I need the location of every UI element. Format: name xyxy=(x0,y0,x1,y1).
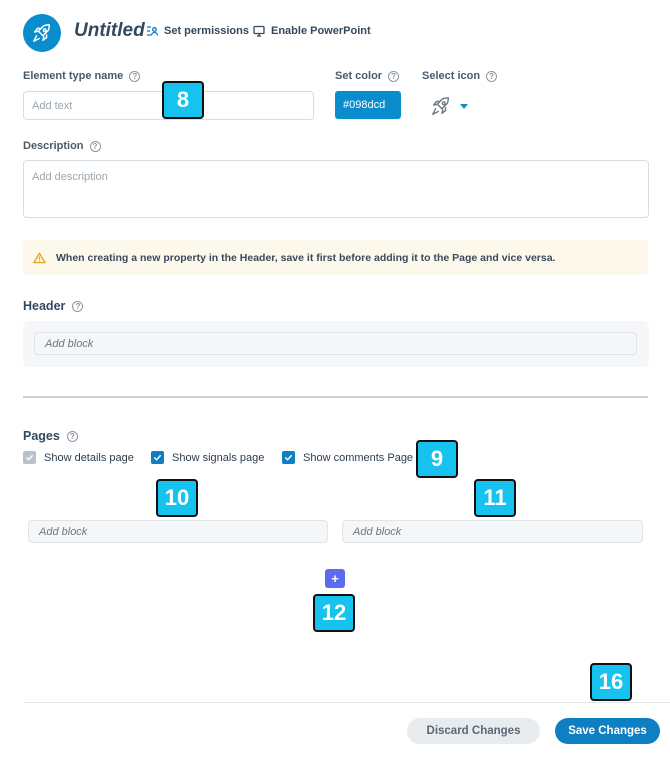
badge-number: 9 xyxy=(430,446,444,471)
page-title[interactable]: Untitled xyxy=(74,20,145,41)
icon-select-dropdown[interactable] xyxy=(430,95,468,117)
help-icon[interactable]: ? xyxy=(72,301,83,312)
description-placeholder: Add description xyxy=(32,171,108,183)
color-value: #098dcd xyxy=(343,99,386,111)
show-comments-checkbox[interactable] xyxy=(282,451,413,464)
app-icon-avatar xyxy=(23,14,61,52)
discard-changes-button[interactable]: Discard Changes xyxy=(407,718,540,744)
plus-icon: + xyxy=(331,571,339,586)
help-icon[interactable]: ? xyxy=(90,141,101,152)
description-label xyxy=(23,140,101,152)
help-icon[interactable]: ? xyxy=(486,71,497,82)
chevron-down-icon xyxy=(460,104,468,109)
show-signals-checkbox[interactable] xyxy=(151,451,264,464)
annotation-badge-12 xyxy=(313,594,355,632)
rocket-icon xyxy=(31,22,53,44)
presentation-icon xyxy=(253,25,265,37)
checkbox-label: Show details page xyxy=(44,451,134,464)
description-textarea[interactable] xyxy=(23,160,649,218)
checkbox-checked-disabled[interactable] xyxy=(23,451,36,464)
save-changes-button[interactable]: Save Changes xyxy=(555,718,660,744)
warning-banner xyxy=(23,240,648,275)
check-icon xyxy=(153,453,162,462)
color-picker-button[interactable] xyxy=(335,91,401,119)
element-type-placeholder: Add text xyxy=(32,99,73,112)
permissions-icon xyxy=(146,25,158,37)
pages-section-title-text: Pages xyxy=(23,429,60,443)
footer-divider xyxy=(23,702,670,703)
set-permissions-button[interactable] xyxy=(146,25,249,37)
section-divider xyxy=(23,396,648,398)
check-icon xyxy=(25,453,34,462)
annotation-badge-16 xyxy=(590,663,632,701)
pages-section-title xyxy=(23,429,78,443)
element-type-label xyxy=(23,70,140,82)
warning-text: When creating a new property in the Header, save it first before adding it to the Page and vice versa. xyxy=(56,251,556,264)
badge-number: 11 xyxy=(483,485,507,510)
enable-powerpoint-label: Enable PowerPoint xyxy=(271,25,371,37)
help-icon[interactable]: ? xyxy=(129,71,140,82)
set-color-label xyxy=(335,70,399,82)
enable-powerpoint-button[interactable] xyxy=(253,25,371,37)
checkbox-label: Show signals page xyxy=(172,451,265,464)
add-block-label: Add block xyxy=(353,525,402,538)
add-page-column-button[interactable] xyxy=(325,569,345,588)
description-label-text: Description xyxy=(23,140,84,152)
checkbox-checked[interactable] xyxy=(151,451,164,464)
select-icon-label-text: Select icon xyxy=(422,70,481,82)
check-icon xyxy=(284,453,293,462)
help-icon[interactable]: ? xyxy=(67,431,78,442)
set-color-label-text: Set color xyxy=(335,70,383,82)
show-details-checkbox[interactable] xyxy=(23,451,134,464)
warning-icon xyxy=(33,252,46,264)
select-icon-label xyxy=(422,70,497,82)
checkbox-checked[interactable] xyxy=(282,451,295,464)
annotation-badge-9 xyxy=(416,440,458,478)
element-type-label-text: Element type name xyxy=(23,70,124,82)
page-column-1-add-block[interactable] xyxy=(28,520,328,543)
badge-number: 12 xyxy=(321,600,347,625)
rocket-icon xyxy=(430,95,452,117)
page-column-2-add-block[interactable] xyxy=(342,520,643,543)
badge-number: 16 xyxy=(598,669,624,694)
help-icon[interactable]: ? xyxy=(388,71,399,82)
annotation-badge-10 xyxy=(156,479,198,517)
header-section-title-text: Header xyxy=(23,299,66,313)
annotation-badge-8 xyxy=(162,81,204,119)
badge-number: 8 xyxy=(176,87,190,112)
checkbox-label: Show comments Page xyxy=(303,451,414,464)
header-add-block[interactable] xyxy=(34,332,637,355)
header-section-title xyxy=(23,299,83,313)
add-block-label: Add block xyxy=(39,525,88,538)
annotation-badge-11 xyxy=(474,479,516,517)
badge-number: 10 xyxy=(164,485,190,510)
set-permissions-label: Set permissions xyxy=(164,25,249,37)
add-block-label: Add block xyxy=(45,337,94,350)
